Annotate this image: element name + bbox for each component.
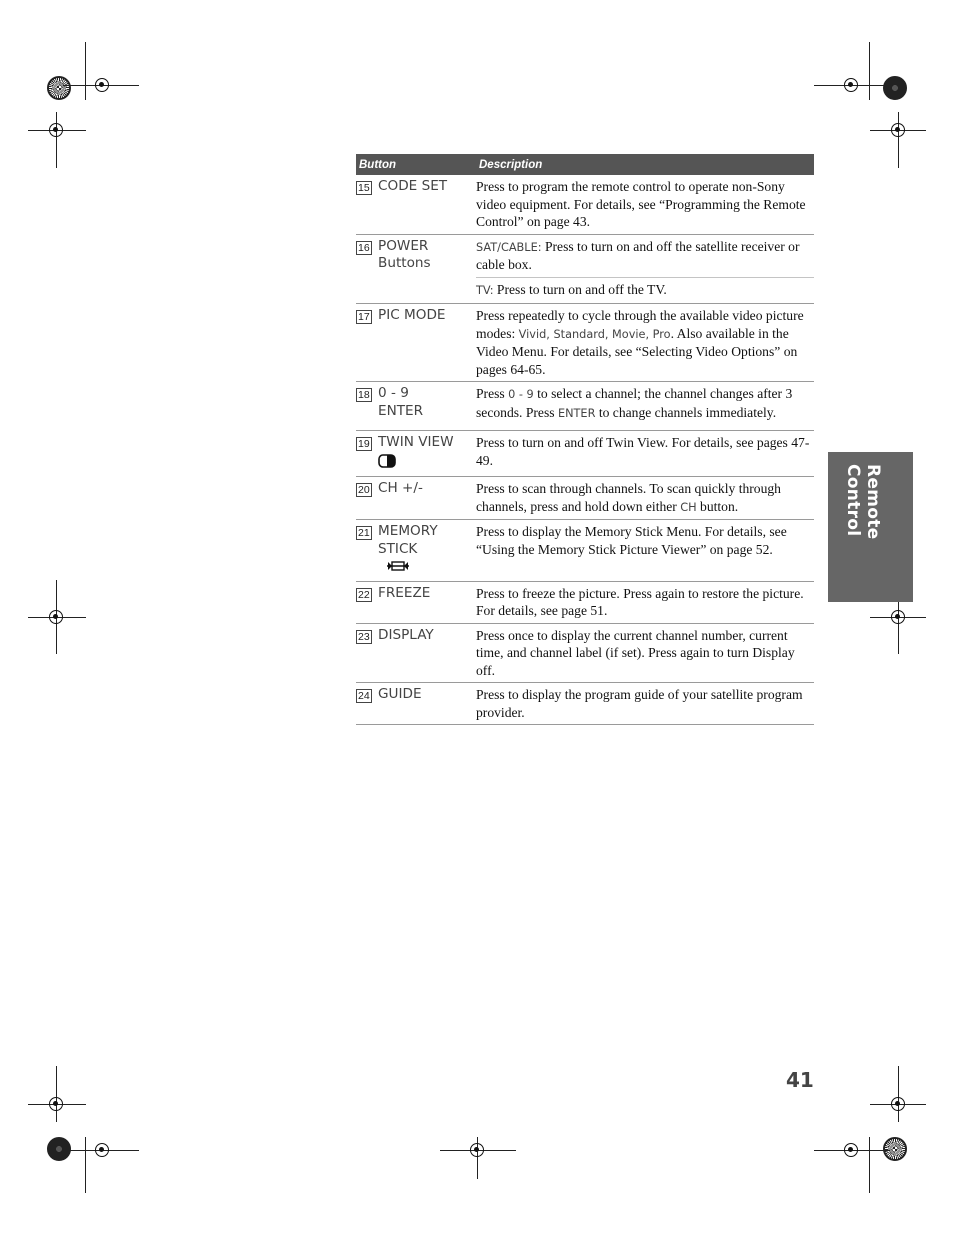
registration-wheel-icon bbox=[47, 1137, 71, 1161]
button-description: Press 0 - 9 to select a channel; the channel changes after 3 seconds. Press ENTER to change channels immediately. bbox=[476, 382, 814, 431]
item-number: 18 bbox=[358, 389, 370, 401]
button-name: MEMORY STICK bbox=[378, 520, 476, 582]
registration-wheel-icon bbox=[883, 1137, 907, 1161]
item-number: 21 bbox=[358, 527, 370, 539]
button-name: PIC MODE bbox=[378, 304, 476, 382]
button-description: Press to display the program guide of your satellite program provider. bbox=[476, 683, 814, 725]
registration-wheel-icon bbox=[47, 76, 71, 100]
table-row bbox=[356, 520, 814, 582]
table-row bbox=[356, 431, 814, 477]
table-row bbox=[356, 477, 814, 520]
registration-target-icon bbox=[844, 78, 858, 92]
registration-target-icon bbox=[95, 78, 109, 92]
registration-target-icon bbox=[891, 1097, 905, 1111]
button-name: 0 - 9 ENTER bbox=[378, 382, 476, 431]
registration-target-icon bbox=[891, 123, 905, 137]
registration-target-icon bbox=[49, 123, 63, 137]
button-description: Press to scan through channels. To scan quickly through channels, press and hold down either CH button. bbox=[476, 477, 814, 520]
header-description: Description bbox=[476, 154, 814, 175]
twin-view-icon bbox=[378, 454, 476, 474]
registration-target-icon bbox=[95, 1143, 109, 1157]
item-number: 24 bbox=[358, 690, 370, 702]
table-header-row bbox=[356, 154, 814, 175]
button-name: CODE SET bbox=[378, 175, 476, 234]
button-name: TWIN VIEW bbox=[378, 431, 476, 477]
registration-wheel-icon bbox=[883, 76, 907, 100]
button-name: FREEZE bbox=[378, 581, 476, 623]
button-description: TV: Press to turn on and off the TV. bbox=[476, 277, 814, 304]
button-name: GUIDE bbox=[378, 683, 476, 725]
table-row bbox=[356, 623, 814, 683]
memory-stick-icon bbox=[378, 560, 476, 578]
button-name: CH +/- bbox=[378, 477, 476, 520]
button-description: Press to turn on and off Twin View. For details, see pages 47-49. bbox=[476, 431, 814, 477]
button-reference-table bbox=[356, 154, 814, 725]
item-number: 16 bbox=[358, 241, 370, 254]
button-description: SAT/CABLE: Press to turn on and off the satellite receiver or cable box. bbox=[476, 234, 814, 277]
registration-target-icon bbox=[49, 610, 63, 624]
table-row bbox=[356, 382, 814, 431]
page-number: 41 bbox=[786, 1068, 814, 1092]
button-description: Press to display the Memory Stick Menu. For details, see “Using the Memory Stick Picture Viewer” on page 52. bbox=[476, 520, 814, 582]
registration-target-icon bbox=[470, 1143, 484, 1157]
item-number: 19 bbox=[358, 438, 370, 450]
header-button: Button bbox=[356, 154, 476, 175]
button-name: DISPLAY bbox=[378, 623, 476, 683]
button-name: POWER Buttons bbox=[378, 234, 476, 304]
item-number: 15 bbox=[358, 182, 370, 194]
table-row bbox=[356, 175, 814, 234]
item-number: 22 bbox=[358, 588, 370, 601]
item-number: 20 bbox=[358, 484, 370, 496]
registration-target-icon bbox=[891, 610, 905, 624]
registration-target-icon bbox=[49, 1097, 63, 1111]
table-row bbox=[356, 234, 814, 277]
item-number: 23 bbox=[358, 630, 370, 643]
section-tab bbox=[828, 452, 913, 602]
table-row bbox=[356, 581, 814, 623]
section-tab-label: Remote Control bbox=[843, 464, 883, 540]
button-description: Press once to display the current channel number, current time, and channel label (if set). Press again to turn Display off. bbox=[476, 623, 814, 683]
button-description: Press repeatedly to cycle through the available video picture modes: Vivid, Standard, Movie, Pro. Also available in the Video Menu. For details, see “Selecting Video Options” on pages 64-65. bbox=[476, 304, 814, 382]
button-description: Press to freeze the picture. Press again to restore the picture. For details, see page 51. bbox=[476, 581, 814, 623]
button-description: Press to program the remote control to operate non-Sony video equipment. For details, see “Programming the Remote Control” on page 43. bbox=[476, 175, 814, 234]
item-number: 17 bbox=[358, 311, 370, 323]
registration-target-icon bbox=[844, 1143, 858, 1157]
table-row bbox=[356, 683, 814, 725]
table-row bbox=[356, 304, 814, 382]
